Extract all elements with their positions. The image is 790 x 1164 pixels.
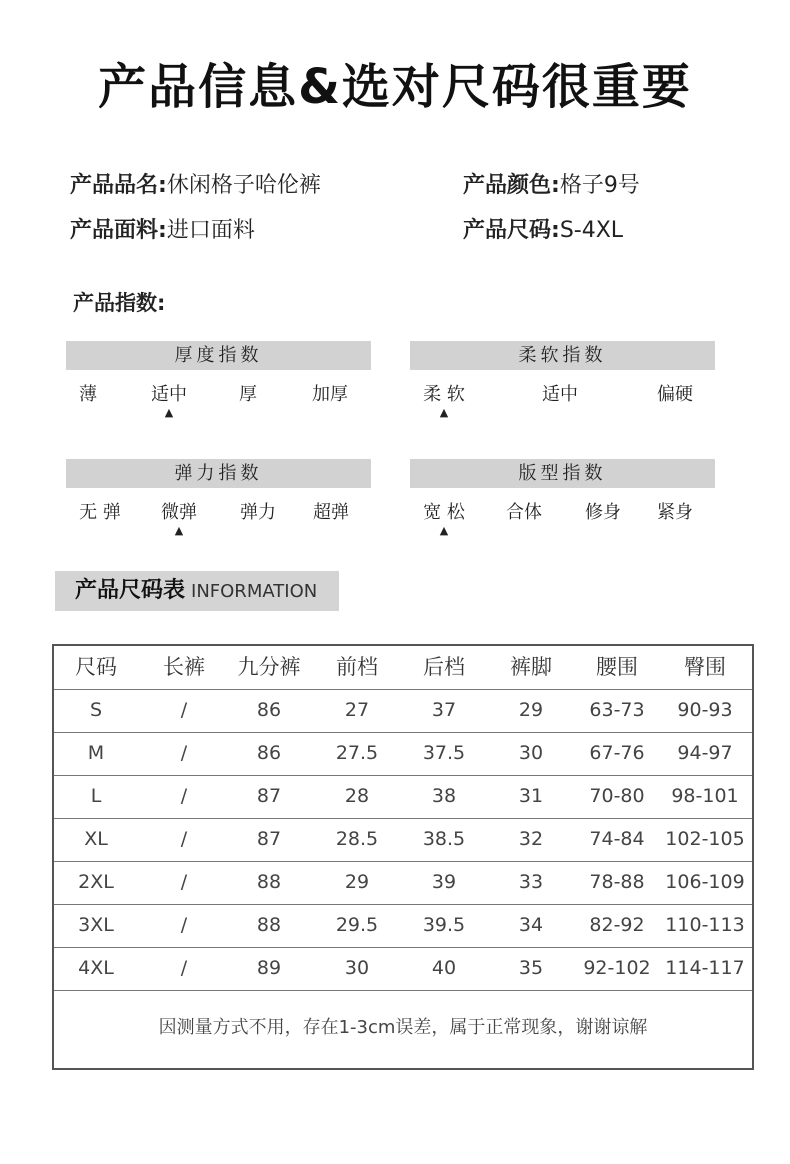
table-cell: 87 [256,828,282,850]
page-title: 产品信息&选对尺码很重要 [98,59,692,115]
table-cell: 94-97 [677,742,733,764]
table-cell: 31 [518,785,544,807]
thickness-index-options [66,370,371,420]
table-cell: 27 [344,699,370,721]
product-size-label: 产品尺码: [463,218,560,243]
selected-marker-icon: ▲ [439,524,449,537]
table-row [54,689,752,733]
softness-index-options [410,370,715,420]
product-size-value: S-4XL [559,218,624,243]
table-cell: 29 [344,871,370,893]
size-table-note: 因测量方式不用，存在1-3cm误差，属于正常现象，谢谢谅解 [158,1017,648,1038]
table-header-cell: 腰围 [596,655,638,679]
softness-index [410,341,715,420]
product-name-label: 产品品名: [70,173,167,198]
elasticity-option: 无 弹 [79,502,121,523]
table-cell: 29 [518,699,544,721]
elasticity-option: 弹力 [240,502,276,523]
selected-marker-icon: ▲ [439,406,449,419]
softness-index-title: 柔软指数 [410,341,715,370]
index-section-title: 产品指数: [73,291,166,315]
table-cell: 114-117 [665,957,745,979]
table-cell: 37.5 [422,742,466,764]
table-cell: 28.5 [335,828,379,850]
table-header-cell: 九分裤 [237,655,301,679]
softness-option: 适中 [542,384,578,405]
table-cell: 39.5 [422,914,466,936]
table-cell: 98-101 [671,785,739,807]
fit-option: 宽 松 [423,502,465,523]
table-row [54,947,752,991]
table-cell: 30 [518,742,544,764]
table-cell: 37 [431,699,457,721]
table-cell: / [180,699,188,721]
table-cell: 74-84 [589,828,645,850]
product-name-row [70,168,321,199]
fit-index [410,459,715,538]
elasticity-index-title: 弹力指数 [66,459,371,488]
table-cell: 3XL [78,914,114,936]
table-cell: M [87,742,105,764]
table-cell: 30 [344,957,370,979]
softness-option: 偏硬 [657,384,693,405]
product-fabric-value: 进口面料 [166,218,255,243]
table-cell: 38 [431,785,457,807]
thickness-option: 薄 [79,384,97,405]
table-row [54,904,752,948]
table-cell: 34 [518,914,544,936]
table-cell: 87 [256,785,282,807]
selected-marker-icon: ▲ [164,406,174,419]
table-row [54,861,752,905]
table-row [54,732,752,776]
product-color-value: 格子9号 [559,173,640,198]
table-header-cell: 臀围 [684,655,726,679]
elasticity-option: 超弹 [313,502,349,523]
table-cell: 88 [256,914,282,936]
product-fabric-label: 产品面料: [70,218,167,243]
table-row [54,818,752,862]
product-size-row [463,213,623,244]
table-header-cell: 尺码 [75,655,117,679]
product-name-value: 休闲格子哈伦裤 [166,173,321,198]
table-cell: / [180,871,188,893]
thickness-option: 适中 [151,384,187,405]
elasticity-option: 微弹 [161,502,197,523]
table-cell: S [89,699,103,721]
table-cell: 106-109 [665,871,745,893]
table-cell: XL [84,828,108,850]
softness-option: 柔 软 [423,384,465,405]
table-cell: 33 [518,871,544,893]
table-cell: 88 [256,871,282,893]
table-cell: 89 [256,957,282,979]
product-color-row [463,168,640,199]
table-cell: / [180,742,188,764]
table-cell: 67-76 [589,742,645,764]
thickness-option: 加厚 [312,384,348,405]
table-cell: 78-88 [589,871,645,893]
table-cell: 92-102 [583,957,651,979]
fit-index-title: 版型指数 [410,459,715,488]
product-color-label: 产品颜色: [463,173,560,198]
fit-option: 修身 [585,502,621,523]
table-cell: 28 [344,785,370,807]
table-row [54,775,752,819]
table-cell: / [180,957,188,979]
table-cell: 40 [431,957,457,979]
thickness-index [66,341,371,420]
table-cell: 102-105 [665,828,745,850]
size-table [52,644,754,1070]
elasticity-index-options [66,488,371,538]
table-cell: 32 [518,828,544,850]
table-cell: 63-73 [589,699,645,721]
table-header-cell: 长裤 [163,655,205,679]
table-cell: 70-80 [589,785,645,807]
size-chart-tag [55,571,339,611]
thickness-index-title: 厚度指数 [66,341,371,370]
table-cell: 2XL [78,871,114,893]
table-cell: 39 [431,871,457,893]
table-cell: 29.5 [335,914,379,936]
elasticity-index [66,459,371,538]
size-chart-tag-en: INFORMATION [191,581,318,602]
product-fabric-row [70,213,255,244]
selected-marker-icon: ▲ [174,524,184,537]
thickness-option: 厚 [239,384,257,405]
table-cell: 86 [256,699,282,721]
table-cell: / [180,828,188,850]
table-header-row [54,646,752,690]
table-cell: / [180,785,188,807]
size-chart-tag-cn: 产品尺码表 [75,578,186,603]
fit-index-options [410,488,715,538]
table-cell: 86 [256,742,282,764]
fit-option: 紧身 [657,502,693,523]
table-cell: L [90,785,102,807]
table-header-cell: 前档 [336,655,378,679]
table-cell: 110-113 [665,914,745,936]
table-cell: / [180,914,188,936]
table-cell: 90-93 [677,699,733,721]
table-cell: 4XL [78,957,114,979]
table-cell: 27.5 [335,742,379,764]
table-header-cell: 裤脚 [510,655,552,679]
table-header-cell: 后档 [423,655,465,679]
fit-option: 合体 [506,502,542,523]
table-cell: 38.5 [422,828,466,850]
table-cell: 82-92 [589,914,645,936]
table-cell: 35 [518,957,544,979]
